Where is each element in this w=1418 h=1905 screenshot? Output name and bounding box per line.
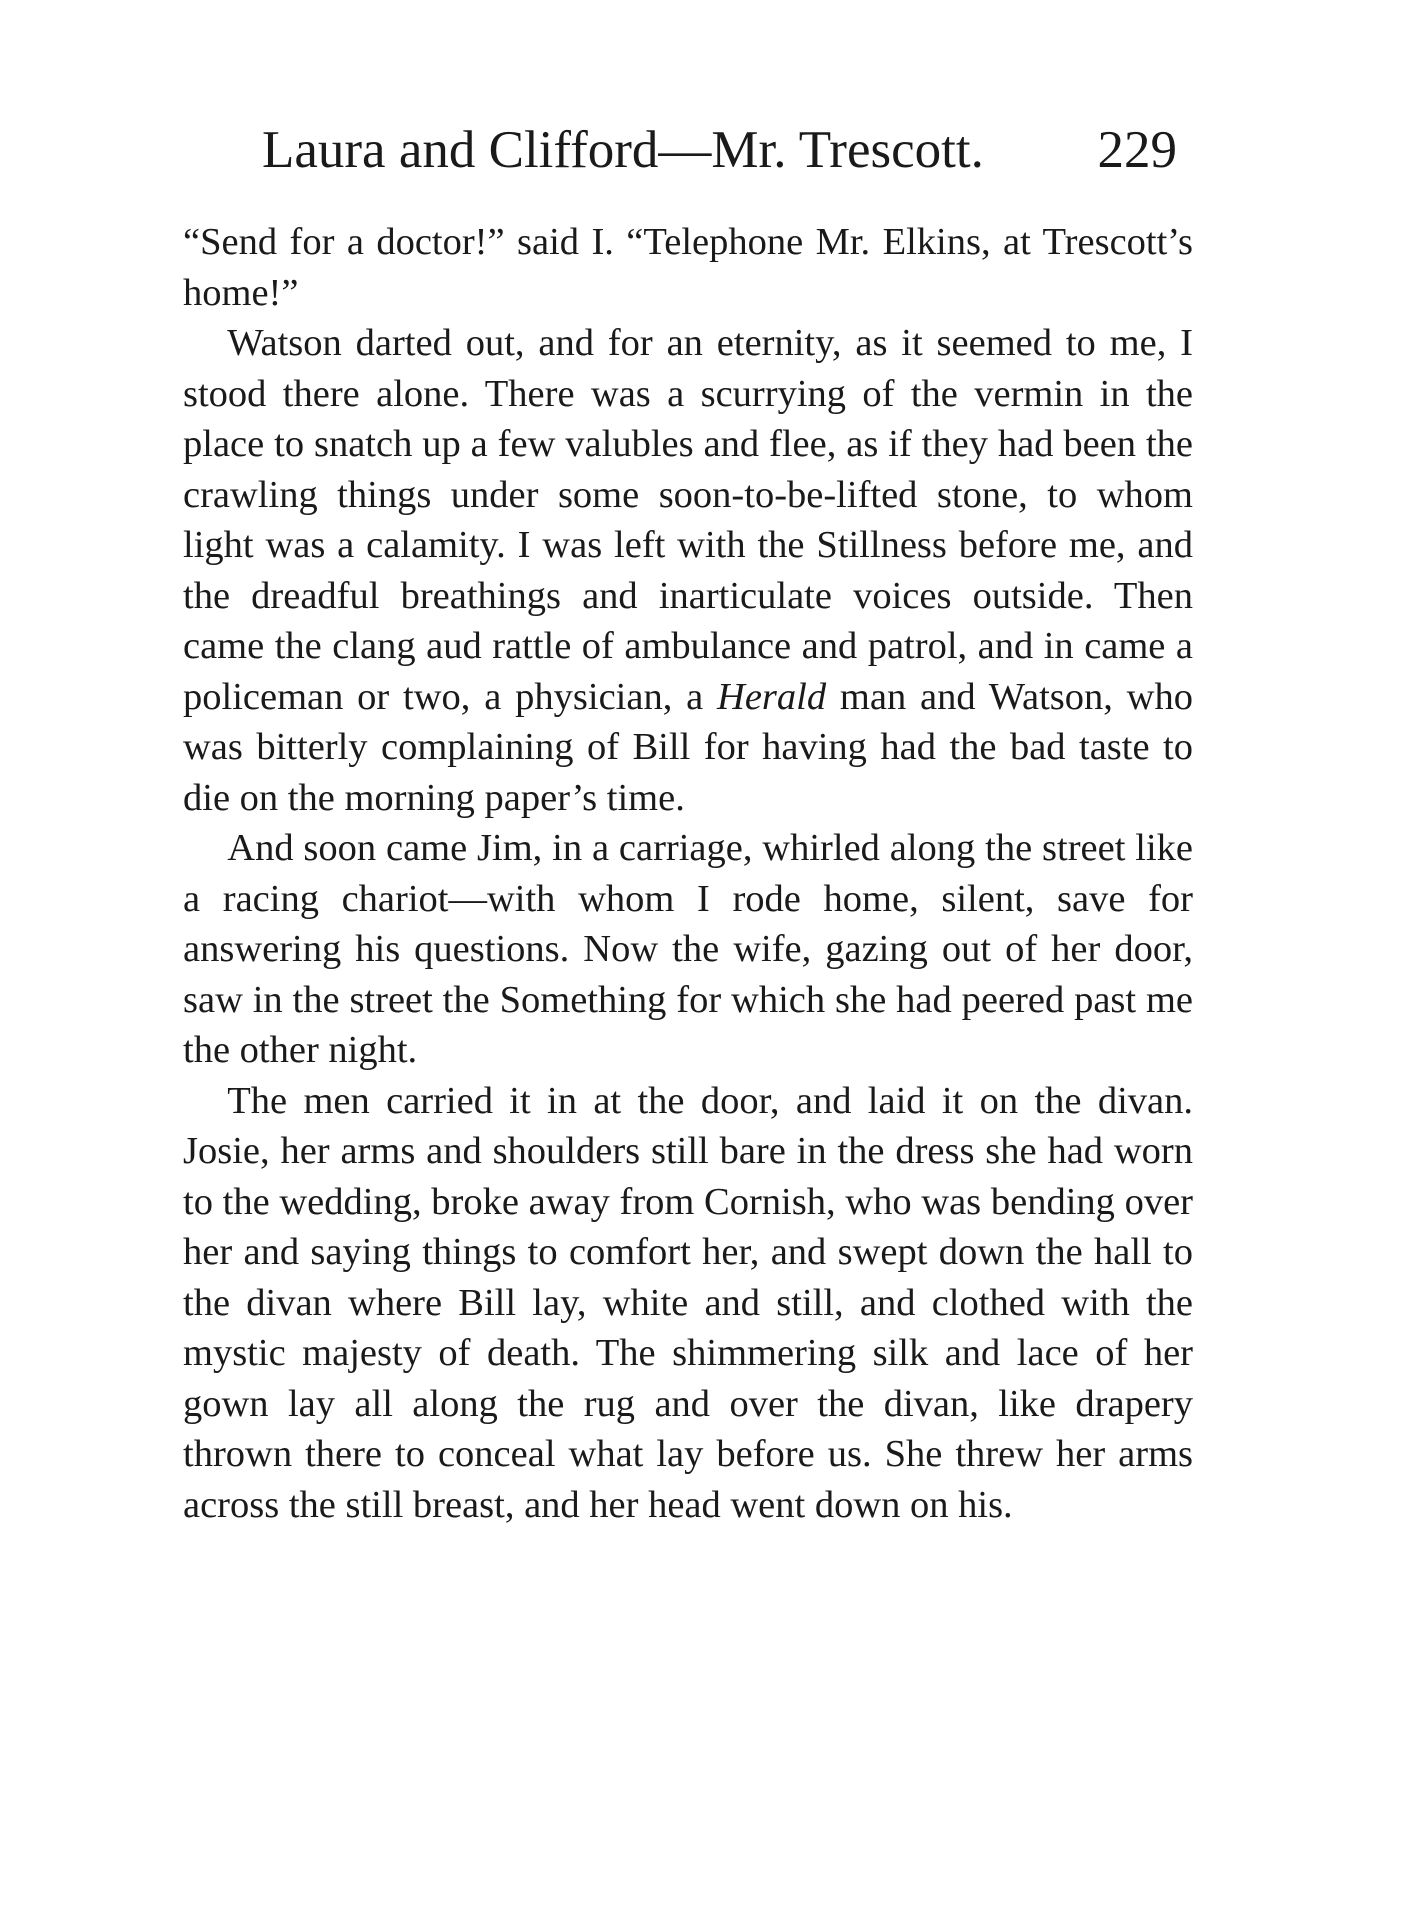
chapter-title: Laura and Clifford—Mr. Trescott.	[262, 121, 984, 179]
paragraph-2	[183, 318, 1193, 823]
paragraph-2-text-end: man and Watson, who was bitterly complaining of Bill for having had the bad taste to die on the morning paper’s time.	[183, 675, 1193, 819]
body-text	[183, 217, 1193, 1530]
paragraph-2-text-start: Watson darted out, and for an eternity, as it seemed to me, I stood there alone. There was a scurrying of the vermin in the place to snatch up a few valubles and flee, as if they had been the crawling things under some soon-to-be-lifted stone, to whom light was a calamity. I was left with the Stillness before me, and the dreadful breathings and inarticulate voices outside. Then came the clang aud rattle of ambulance and patrol, and in came a policeman or two, a physician, a	[183, 322, 1193, 718]
herald-italic: Herald	[717, 675, 827, 718]
paragraph-1: “Send for a doctor!” said I. “Telephone Mr. Elkins, at Trescott’s home!”	[183, 221, 1193, 314]
page-number: 229	[1097, 121, 1177, 179]
running-header	[262, 115, 1192, 185]
paragraph-4: The men carried it in at the door, and laid it on the divan. Josie, her arms and shoulders still bare in the dress she had worn to the wedding, broke away from Cornish, who was bending over her and saying things to comfort her, and swept down the hall to the divan where Bill lay, white and still, and clothed with the mystic majesty of death. The shimmering silk and lace of her gown lay all along the rug and over the divan, like drapery thrown there to conceal what lay before us. She threw her arms across the still breast, and her head went down on his.	[183, 1079, 1193, 1526]
paragraph-3: And soon came Jim, in a carriage, whirled along the street like a racing chariot—with whom I rode home, silent, save for answering his questions. Now the wife, gazing out of her door, saw in the street the Something for which she had peered past me the other night.	[183, 827, 1193, 1071]
